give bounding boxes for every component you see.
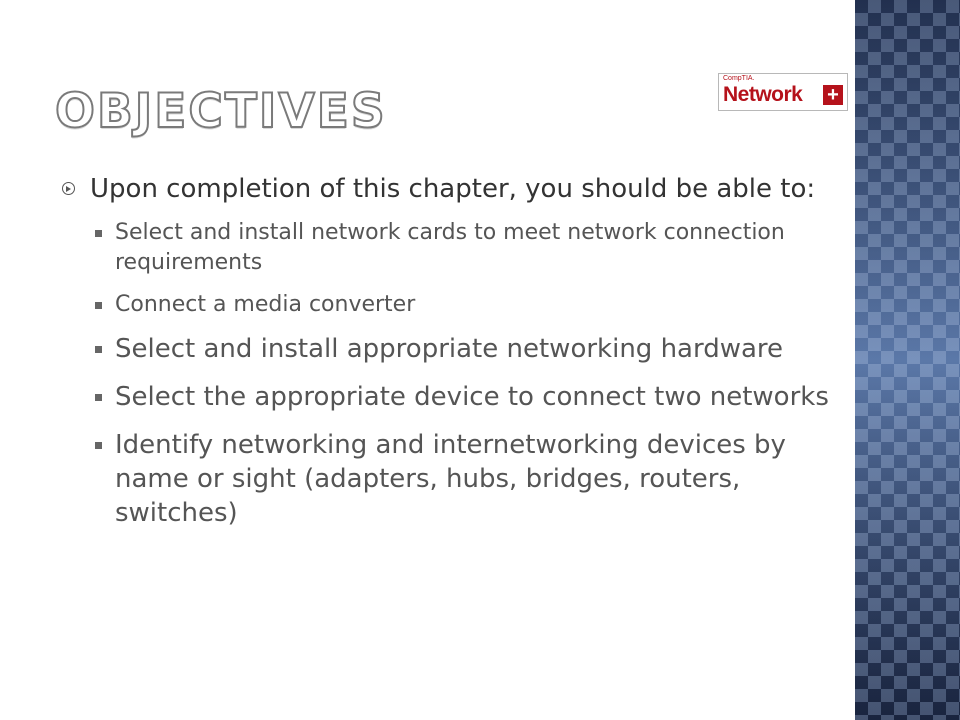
square-bullet-icon bbox=[95, 230, 102, 237]
list-item-text: Select and install appropriate networking hardware bbox=[115, 334, 784, 364]
comptia-network-plus-logo bbox=[718, 73, 850, 113]
logo-network-text: Network bbox=[723, 83, 803, 106]
list-item-text: Identify networking and internetworking devices by name or sight (adapters, hubs, bridges, routers, switches) bbox=[115, 430, 786, 528]
list-item bbox=[62, 290, 842, 320]
objectives-list bbox=[62, 218, 842, 530]
list-item bbox=[62, 428, 842, 530]
slide-content bbox=[62, 172, 842, 544]
square-bullet-icon bbox=[95, 346, 102, 353]
list-item-text: Connect a media converter bbox=[115, 292, 416, 317]
main-bullet-text: Upon completion of this chapter, you should be able to: bbox=[90, 174, 816, 204]
logo-plus-icon: + bbox=[823, 85, 843, 105]
list-item bbox=[62, 332, 842, 366]
logo-frame bbox=[718, 73, 848, 111]
square-bullet-icon bbox=[95, 302, 102, 309]
slide-title: OBJECTIVES bbox=[55, 84, 387, 139]
list-item-text: Select the appropriate device to connect two networks bbox=[115, 382, 829, 412]
circle-arrow-bullet-icon bbox=[62, 182, 75, 195]
square-bullet-icon bbox=[95, 394, 102, 401]
list-item bbox=[62, 218, 842, 278]
list-item-text: Select and install network cards to meet network connection requirements bbox=[115, 220, 785, 275]
square-bullet-icon bbox=[95, 442, 102, 449]
list-item bbox=[62, 380, 842, 414]
decorative-side-panel bbox=[855, 0, 960, 720]
logo-comptia-text: CompTIA. bbox=[723, 75, 755, 82]
main-bullet bbox=[62, 172, 842, 206]
